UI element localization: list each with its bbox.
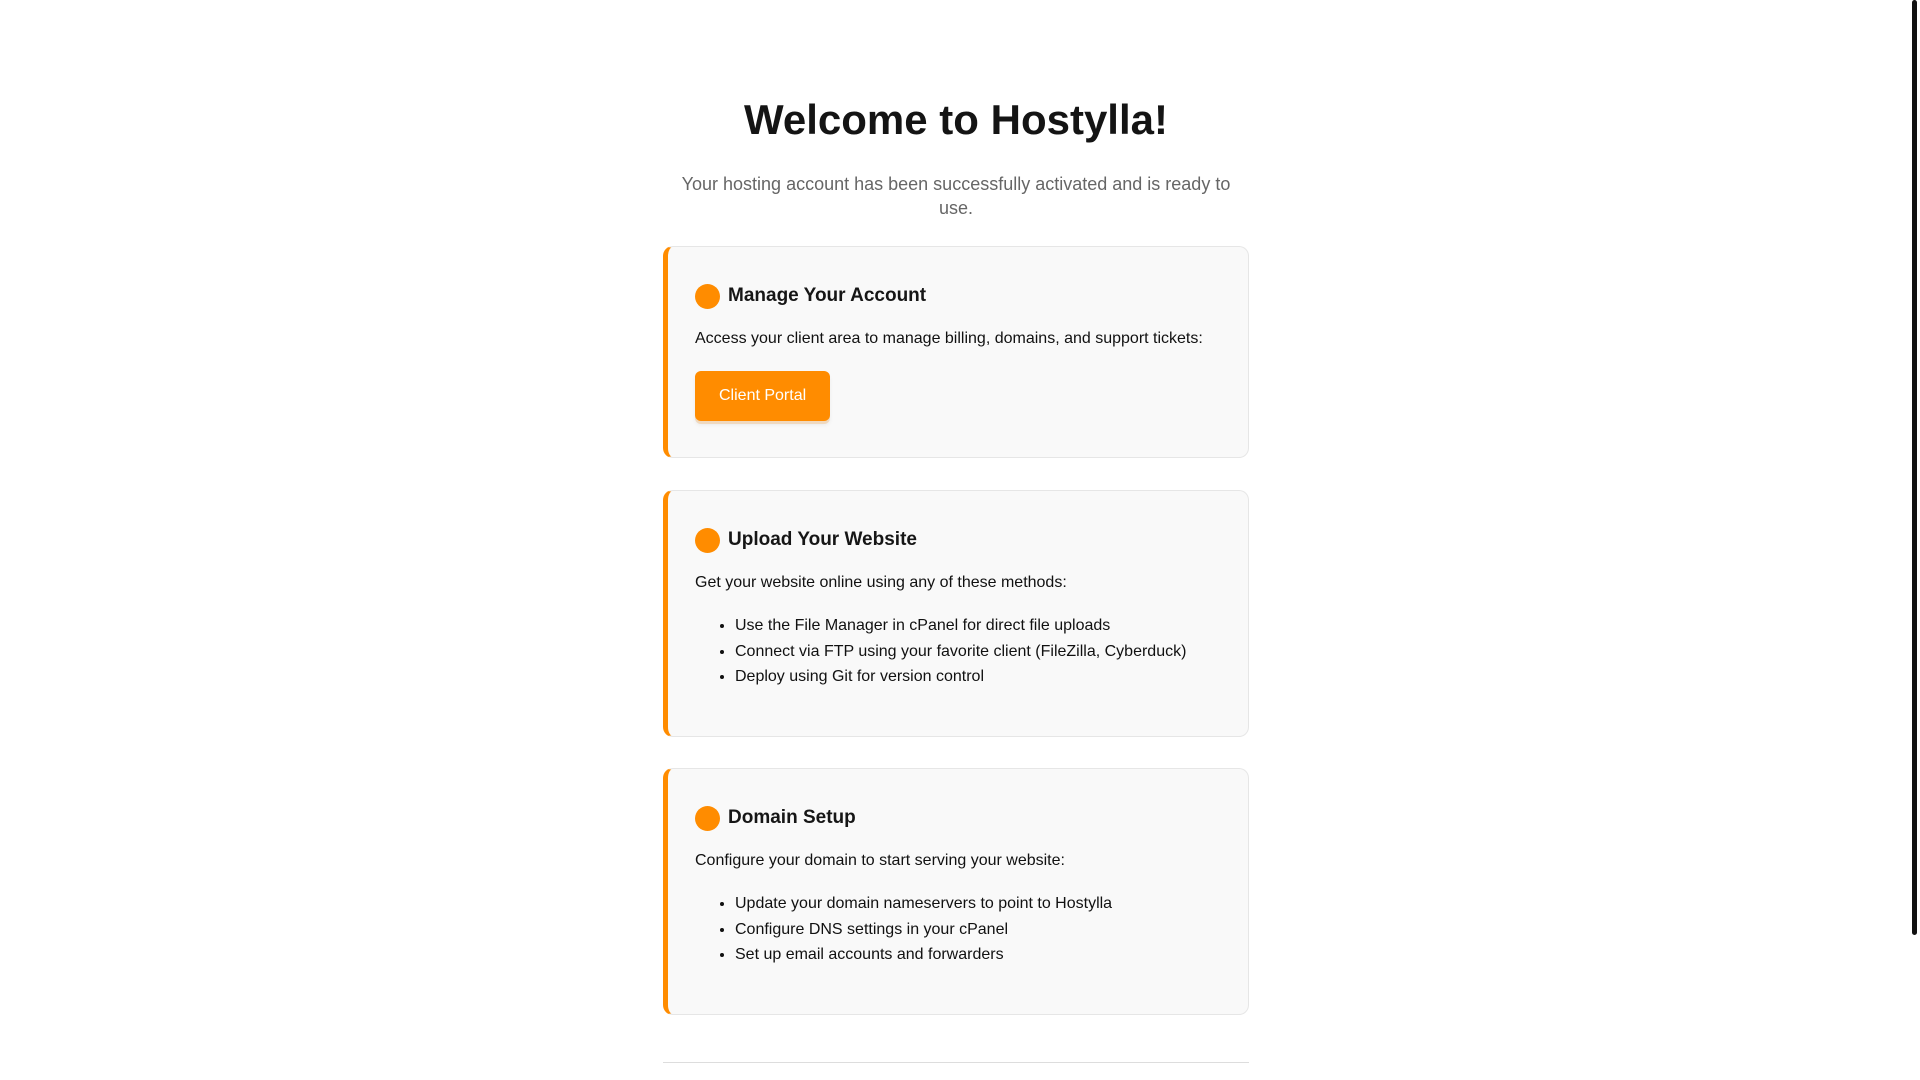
card-description: Access your client area to manage billing, domains, and support tickets:: [695, 330, 1203, 347]
card-header: [695, 283, 1248, 309]
upload-methods-list: [695, 613, 1248, 690]
list-item: • Connect via FTP using your favorite client (FileZilla, Cyberduck): [735, 639, 1248, 665]
card-description: Configure your domain to start serving your website:: [695, 852, 1065, 869]
card-manage-account: [663, 246, 1249, 458]
card-title: Domain Setup: [728, 807, 856, 828]
client-portal-button[interactable]: Client Portal: [695, 371, 830, 421]
card-domain-setup: [663, 768, 1249, 1015]
card-header: [695, 805, 1248, 831]
domain-steps-list: [695, 891, 1248, 968]
list-item: • Deploy using Git for version control: [735, 664, 1248, 690]
orange-dot-icon: [695, 528, 720, 553]
card-header: [695, 527, 1248, 553]
card-title: Upload Your Website: [728, 529, 917, 550]
orange-dot-icon: [695, 806, 720, 831]
orange-dot-icon: [695, 284, 720, 309]
list-item: • Use the File Manager in cPanel for direct file uploads: [735, 613, 1248, 639]
page-title: Welcome to Hostylla!: [744, 96, 1168, 143]
card-upload-website: [663, 490, 1249, 737]
list-item: • Update your domain nameservers to point to Hostylla: [735, 891, 1248, 917]
page-subtitle: Your hosting account has been successfully activated and is ready to use.: [681, 174, 1231, 218]
scrollbar-thumb[interactable]: [1912, 0, 1917, 935]
card-title: Manage Your Account: [728, 285, 927, 306]
section-divider: [663, 1062, 1249, 1063]
card-description: Get your website online using any of these methods:: [695, 574, 1067, 591]
list-item: • Set up email accounts and forwarders: [735, 942, 1248, 968]
list-item: • Configure DNS settings in your cPanel: [735, 917, 1248, 943]
